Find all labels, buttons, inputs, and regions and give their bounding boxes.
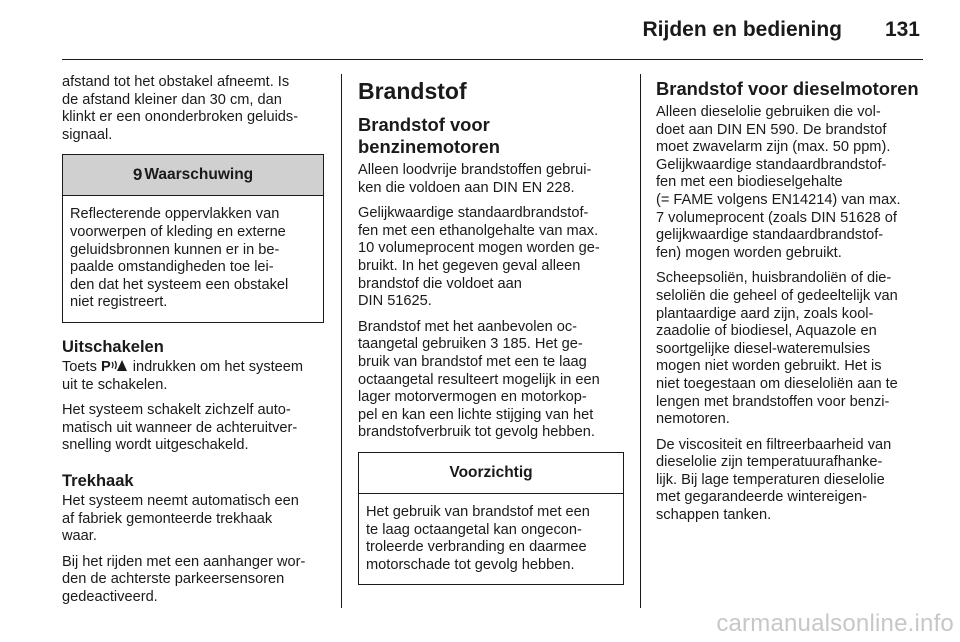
- warning-title: Waarschuwing: [144, 166, 254, 184]
- paragraph-uitschakelen-2: Het systeem schakelt zichzelf auto- matisch uit wanneer de achteruitver- snelling wordt uitgeschakeld.: [62, 402, 298, 454]
- column-right: [656, 74, 926, 533]
- heading-dieselmotoren: Brandstof voor dieselmotoren: [656, 78, 919, 99]
- park-pilot-button-icon: P: [100, 358, 111, 375]
- paragraph-benzine-3: Brandstof met het aanbevolen oc- taangetal gebruiken 3 185. Het ge- bruik van brandstof met een te laag octaangetal resulteert mogelijk in een lager motorvermogen en motorkop- pel en kan een lichte stijging van het brandstofverbruik tot gevolg hebben.: [358, 318, 600, 441]
- heading-brandstof: Brandstof: [358, 78, 467, 104]
- paragraph-trekhaak-1: Het systeem neemt automatisch een af fabriek gemonteerde trekhaak waar.: [62, 492, 299, 545]
- watermark: carmanualsonline.info: [716, 610, 954, 637]
- section-title: Rijden en bediening: [642, 18, 842, 41]
- column-left: [62, 74, 324, 614]
- column-divider-left: [341, 74, 342, 608]
- column-middle: [358, 74, 624, 599]
- paragraph-trekhaak-2: Bij het rijden met een aanhanger wor- den de achterste parkeersensoren gedeactiveerd.: [62, 553, 306, 605]
- page-reference-icon[interactable]: 3: [490, 336, 499, 353]
- caution-body: [359, 494, 623, 584]
- paragraph-diesel-2: Scheepsoliën, huisbrandoliën of die- seloliën die geheel of gedeeltelijk van plantaardige aard zijn, zoals kool- zaadolie of biodiesel, Aquazole en soortgelijke diesel-wateremulsies mogen niet worden gebruikt. Het is niet toegestaan om dieseloliën aan te lengen met brandstoffen voor benzi- nemotoren.: [656, 270, 898, 428]
- caution-text: Het gebruik van brandstof met een te laag octaangetal kan ongecon- troleerde verbranding en daarmee motorschade tot gevolg hebben.: [366, 503, 590, 573]
- heading-uitschakelen: Uitschakelen: [62, 337, 164, 356]
- header-divider: [62, 59, 923, 60]
- warning-text: Reflecterende oppervlakken van voorwerpen of kleding en externe geluidsbronnen kunnen er in be- paalde omstandigheden toe lei- den dat het systeem een obstakel niet registreert.: [70, 206, 289, 311]
- warning-body: [63, 196, 323, 322]
- paragraph-uitschakelen-1: Toets P indrukken om het systeem uit te schakelen.: [62, 358, 304, 393]
- paragraph-diesel-3: De viscositeit en filtreerbaarheid van dieselolie zijn temperatuurafhanke- lijk. Bij lage temperaturen dieselolie met gegarandeerde wintereigen- schappen tanken.: [656, 436, 892, 524]
- heading-benzinemotoren: Brandstof voor benzinemotoren: [358, 114, 501, 157]
- caution-box: [358, 452, 624, 585]
- intro-paragraph: afstand tot het obstakel afneemt. Is de afstand kleiner dan 30 cm, dan klinkt er een ononderbroken geluids- signaal.: [62, 74, 299, 143]
- paragraph-diesel-1: Alleen dieselolie gebruiken die vol- doet aan DIN EN 590. De brandstof moet zwavelarm zijn (max. 50 ppm). Gelijkwaardige standaardbrandstof- fen met een biodieselgehalte (= FAME volgens EN14214) van max. 7 volumeprocent (zoals DIN 51628 of gelijkwaardige standaardbrandstof- fen) mogen worden gebruikt.: [656, 104, 901, 261]
- park-pilot-waves-icon: [111, 359, 129, 372]
- warning-icon: 9: [132, 165, 143, 185]
- paragraph-benzine-1: Alleen loodvrije brandstoffen gebrui- ken die voldoen aan DIN EN 228.: [358, 162, 592, 196]
- warning-box: [62, 154, 324, 323]
- warning-header: [63, 155, 323, 196]
- column-divider-right: [640, 74, 641, 608]
- caution-header: [359, 453, 623, 494]
- caution-title: Voorzichtig: [449, 463, 533, 481]
- page-number: 131: [884, 18, 920, 41]
- page-header: [0, 0, 960, 56]
- heading-trekhaak: Trekhaak: [62, 471, 134, 490]
- paragraph-benzine-2: Gelijkwaardige standaardbrandstof- fen met een ethanolgehalte van max. 10 volumeprocent mogen worden ge- bruikt. In het gegeven geval alleen brandstof die voldoet aan DIN 51625.: [358, 205, 600, 310]
